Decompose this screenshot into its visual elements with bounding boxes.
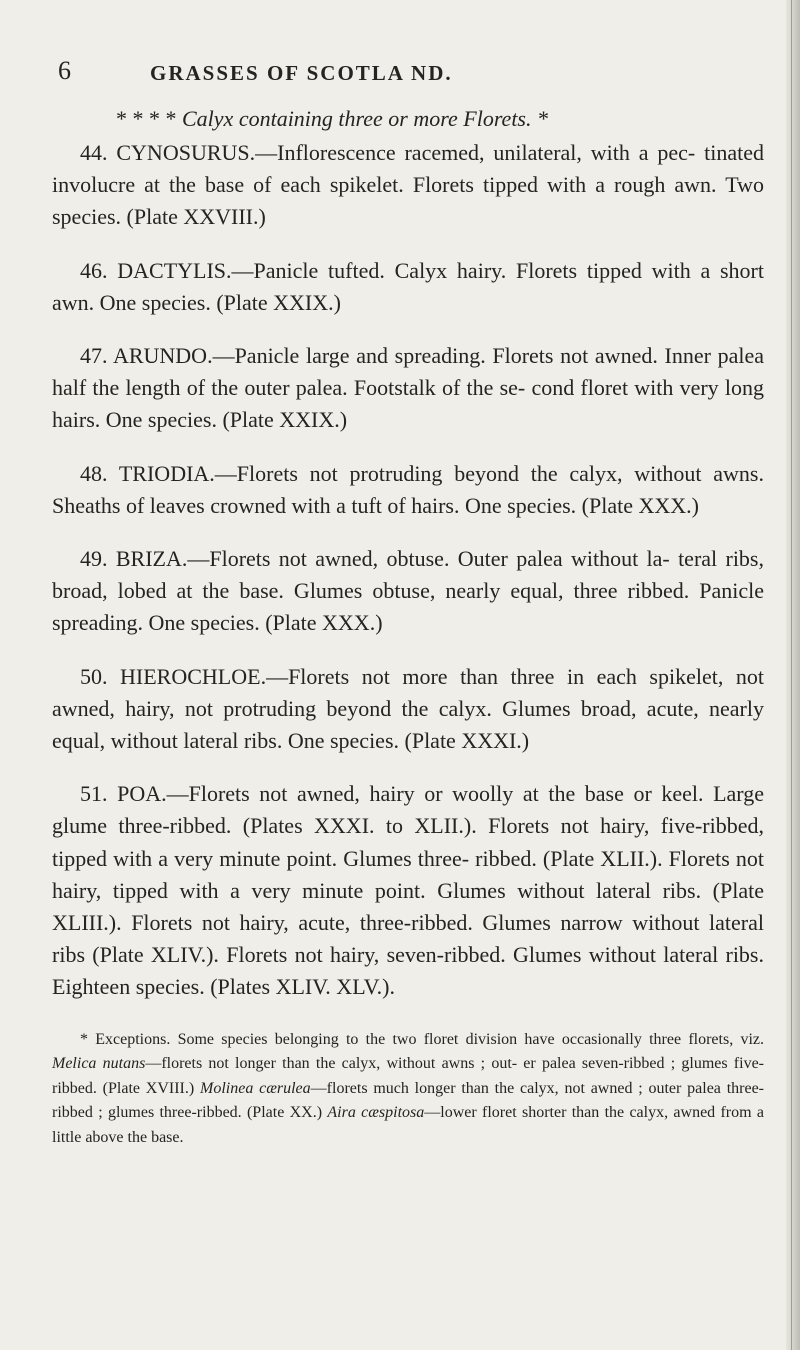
entry-arundo: 47. ARUNDO.—Panicle large and spreading. Florets not awned. Inner palea half the length of the outer palea. Footstalk of the se- cond floret with very long hairs. One species. (Plate XXIX.): [52, 343, 764, 433]
entry-poa: 51. POA.—Florets not awned, hairy or woolly at the base or keel. Large glume three-ribbed. (Plates XXXI. to XLII.). Florets not hairy, five-ribbed, tipped with a very minute point. Glumes three- ribbed. (Plate XLII.). Florets not hairy, tipped with a very minute point. Glumes without lateral ribs. (Plate XLIII.). Florets not hairy, acute, three-ribbed. Glumes narrow without lateral ribs (Plate XLIV.). Florets not hairy, seven-ribbed. Glumes without lateral ribs. Eighteen species. (Plates XLIV. XLV.).: [52, 781, 764, 1000]
footnote-text-2: —florets not longer than the calyx, without awns ; out- er palea seven-ribbed ; glumes five-ribbed. (Plate XVIII.): [52, 1055, 765, 1097]
footnote: [52, 1028, 764, 1151]
entry-cynosurus: 44. CYNOSURUS.—Inflorescence racemed, unilateral, with a pec- tinated involucre at the base of each spikelet. Florets tipped with a rough awn. Two species. (Plate XXVIII.): [52, 140, 764, 230]
entry-dactylis: 46. DACTYLIS.—Panicle tufted. Calyx hairy. Florets tipped with a short awn. One species. (Plate XXIX.): [52, 257, 764, 315]
page-number: 6: [58, 56, 71, 85]
footnote-text-3: —florets much longer than the calyx, not awned ; outer palea three-ribbed ; glumes three-ribbed. (Plate XX.): [52, 1079, 764, 1122]
page-header: [58, 56, 758, 90]
page-edge-line: [791, 0, 792, 1350]
footnote-molinea: Molinea cærulea: [200, 1079, 311, 1097]
footnote-text-1: * Exceptions. Some species belonging to the two floret division have occasionally three florets, viz.: [80, 1030, 764, 1048]
page-body: [52, 137, 764, 1151]
section-subheading: [116, 104, 548, 134]
footnote-text-4: —lower floret shorter than the calyx, awned from a little above the base.: [52, 1104, 765, 1147]
subhead-stars: * * * *: [116, 106, 177, 131]
footnote-aira: Aira cæspitosa: [327, 1104, 425, 1122]
entry-triodia: 48. TRIODIA.—Florets not protruding beyond the calyx, without awns. Sheaths of leaves crowned with a tuft of hairs. One species. (Plate XXX.): [52, 460, 764, 518]
page-edge: [786, 0, 800, 1350]
footnote-melica: Melica nutans: [52, 1055, 146, 1073]
running-head: GRASSES OF SCOTLA ND.: [150, 61, 453, 85]
entry-briza: 49. BRIZA.—Florets not awned, obtuse. Outer palea without la- teral ribs, broad, lobed at the base. Glumes obtuse, nearly equal, three ribbed. Panicle spreading. One species. (Plate XXX.): [52, 546, 764, 636]
footnote-marker: *: [537, 106, 548, 131]
subhead-text: Calyx containing three or more Florets.: [182, 106, 532, 131]
entry-hierochloe: 50. HIEROCHLOE.—Florets not more than three in each spikelet, not awned, hairy, not protruding beyond the calyx. Glumes broad, acute, nearly equal, without lateral ribs. One species. (Plate XXXI.): [52, 663, 764, 754]
